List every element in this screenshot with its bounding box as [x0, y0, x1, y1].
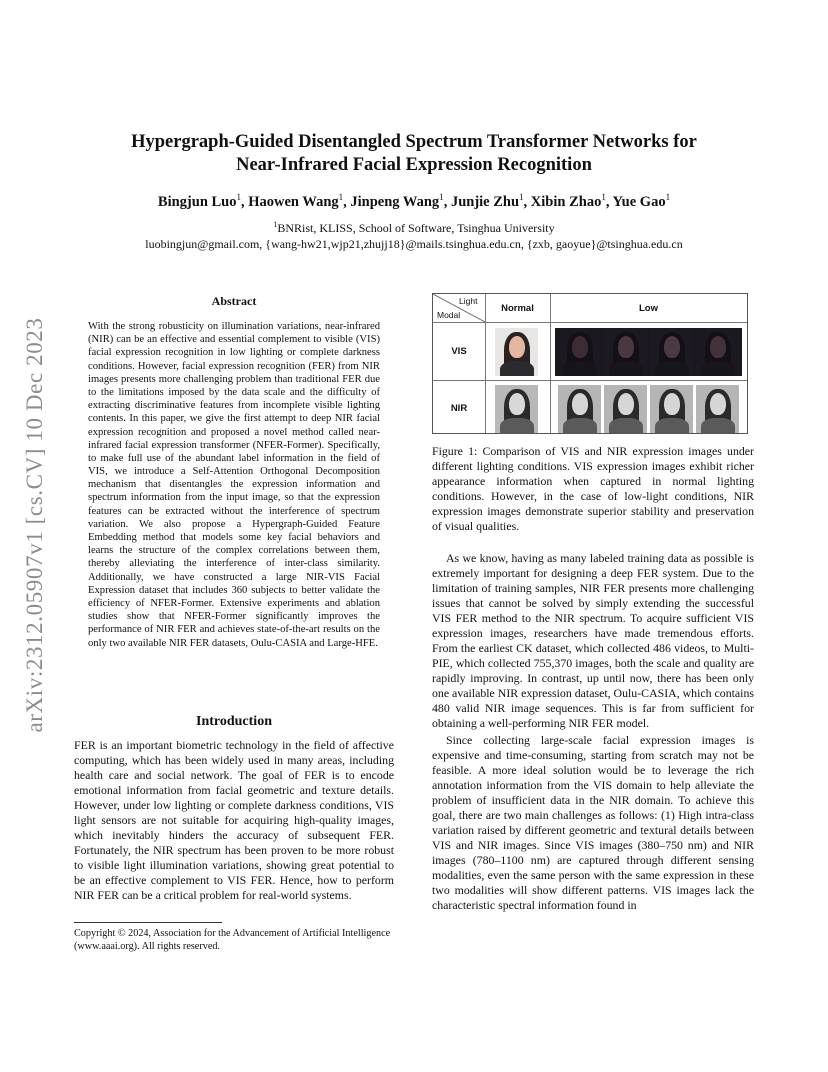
column-header-normal: Normal	[501, 303, 534, 314]
introduction-paragraph: FER is an important biometric technology in the field of affective computing, which has been widely used in many areas, including health care and social network. The goal of FER is to encode emotional information from facial geometric and texture details. However, under low lighting or complete darkness conditions, VIS light sensors are not suitable for acquiring high-quality images, which inevitably hinders the accuracy of subsequent FER. Fortunately, the NIR spectrum has been proven to be more robust to visible light illumination variations, showing great potential to be an effective complement to VIS FER. Hence, how to perform NIR FER can be a critical problem for real-world systems.	[74, 738, 394, 902]
figure-1	[432, 293, 748, 434]
grid-line	[550, 294, 551, 433]
author: Xibin Zhao$^1$	[530, 192, 606, 210]
arxiv-id: arXiv:2312.05907v1 [cs.CV] 10 Dec 2023	[22, 317, 47, 733]
row-label-vis: VIS	[451, 346, 467, 357]
copyright-notice: Copyright © 2024, Association for the Advancement of Artificial Intelligence (www.aaai.org). All rights reserved.	[74, 928, 391, 952]
author: Yue Gao$^1$	[612, 192, 671, 210]
body-paragraph: Since collecting large-scale facial expression images is expensive and time-consuming, starting from scratch may not be feasible. A more ideal solution would be to leverage the rich annotation information from the VIS domain to help alleviate the problem of insufficient data in the NIR domain. To achieve this goal, there are two main challenges as follows: (1) High intra-class variation raised by different geometric and textural details between VIS and NIR images. Since VIS images (380–750 nm) and NIR images (780–1100 nm) are captured through different sensing modalities, even the same person with the same expression in these two modalities will show different patterns. VIS images lack the characteristic spectral information found in	[432, 733, 754, 912]
face-photo-nir-low	[558, 385, 601, 433]
author: Haowen Wang$^1$	[248, 192, 344, 210]
face-photo-nir-normal	[495, 385, 538, 433]
email-list: luobingjun@gmail.com, {wang-hw21,wjp21,zhujj18}@mails.tsinghua.edu.cn, {zxb, gaoyue}@tsinghua.edu.cn	[145, 237, 683, 251]
author: Jinpeng Wang$^1$	[350, 192, 444, 210]
face-photo-nir-low	[696, 385, 739, 433]
right-column-body	[432, 551, 754, 913]
affiliation-block	[74, 217, 754, 252]
footnote-rule	[74, 922, 222, 923]
author-list: Bingjun Luo$^1$, Haowen Wang$^1$, Jinpeng Wang$^1$, Junjie Zhu$^1$, Xibin Zhao$^1$, Yue Gao$^1$	[157, 192, 671, 210]
introduction-heading: Introduction	[196, 714, 272, 729]
body-paragraph: As we know, having as many labeled training data as possible is extremely important for designing a deep FER system. Due to the limitation of training samples, NIR FER presents more challenging issues that cannot be solved by simply extending the successful VIS FER method to the NIR spectrum. To acquire sufficient VIS expression images, researchers have made tremendous efforts. From the earliest CK dataset, which collected 486 videos, to Multi-PIE, which collected 755,370 images, both the scale and quality are rapidly improving. In contrast, up until now, there has been only one available NIR expression dataset, Oulu-CASIA, which contains 480 valid NIR image sequences. This is far from sufficient for obtaining a well-performing NIR FER model.	[432, 551, 755, 730]
column-header-low: Low	[639, 303, 658, 314]
grid-line	[433, 380, 747, 381]
face-photo-vis-low	[696, 328, 739, 376]
row-label-nir: NIR	[450, 403, 468, 414]
face-photo-nir-low	[604, 385, 647, 433]
face-photo-vis-low	[558, 328, 601, 376]
abstract-body: With the strong robusticity on illumination variations, near-infrared (NIR) can be an effective and essential complement to visible (VIS) facial expression recognition in low lighting or complete darkness conditions. However, facial expression recognition (FER) from NIR images presents more challenging problem than traditional FER due to the limitations imposed by the data scale and the difficulty of extracting discriminative features from incomplete visible lighting contents. In this paper, we give the first attempt to deep NIR facial expression recognition and proposed a novel method called near-infrared facial expression transformer (NFER-Former). Specifically, to make full use of the abundant label information in the field of VIS, we introduce a Self-Attention Orthogonal Decomposition mechanism that disentangles the expression information and spectrum information from the input image, so that the expression features can be extracted without the interference of spectrum variation. We also propose a Hypergraph-Guided Feature Embedding method that models some key facial behaviors and learns the structure of the complex correlations between them, thereby alleviating the interference of inter-class similarity. Additionally, we have constructed a large NIR-VIS Facial Expression dataset that includes 360 subjects to better validate the efficiency of NFER-Former. Extensive experiments and ablation studies show that NFER-Former significantly improves the performance of NIR FER and achieves state-of-the-art results on the only two available NIR FER datasets, Oulu-CASIA and Large-HFE.	[88, 321, 380, 649]
grid-line	[433, 322, 747, 323]
abstract-heading: Abstract	[211, 294, 257, 308]
paper-title	[74, 131, 754, 177]
author: Bingjun Luo$^1$	[157, 192, 241, 210]
header-light-label: Light	[459, 296, 478, 306]
figure-1-caption: Figure 1: Comparison of VIS and NIR expression images under different lighting conditions. VIS expression images exhibit richer appearance information when captured in normal lighting conditions. However, in the case of low-light conditions, NIR expression images demonstrate superior stability and preservation of visual qualities.	[432, 444, 754, 533]
author: Junjie Zhu$^1$	[450, 192, 524, 210]
title-line-1: Hypergraph-Guided Disentangled Spectrum Transformer Networks for	[131, 132, 697, 152]
face-photo-vis-low	[604, 328, 647, 376]
affiliation: $^1$BNRist, KLISS, School of Software, Tsinghua University	[273, 220, 555, 235]
face-photo-vis-normal	[495, 328, 538, 376]
header-modal-label: Modal	[437, 310, 461, 320]
grid-line	[485, 294, 486, 433]
arxiv-stamp	[0, 0, 70, 1072]
title-line-2: Near-Infrared Facial Expression Recognition	[236, 155, 592, 175]
face-photo-nir-low	[650, 385, 693, 433]
face-photo-vis-low	[650, 328, 693, 376]
